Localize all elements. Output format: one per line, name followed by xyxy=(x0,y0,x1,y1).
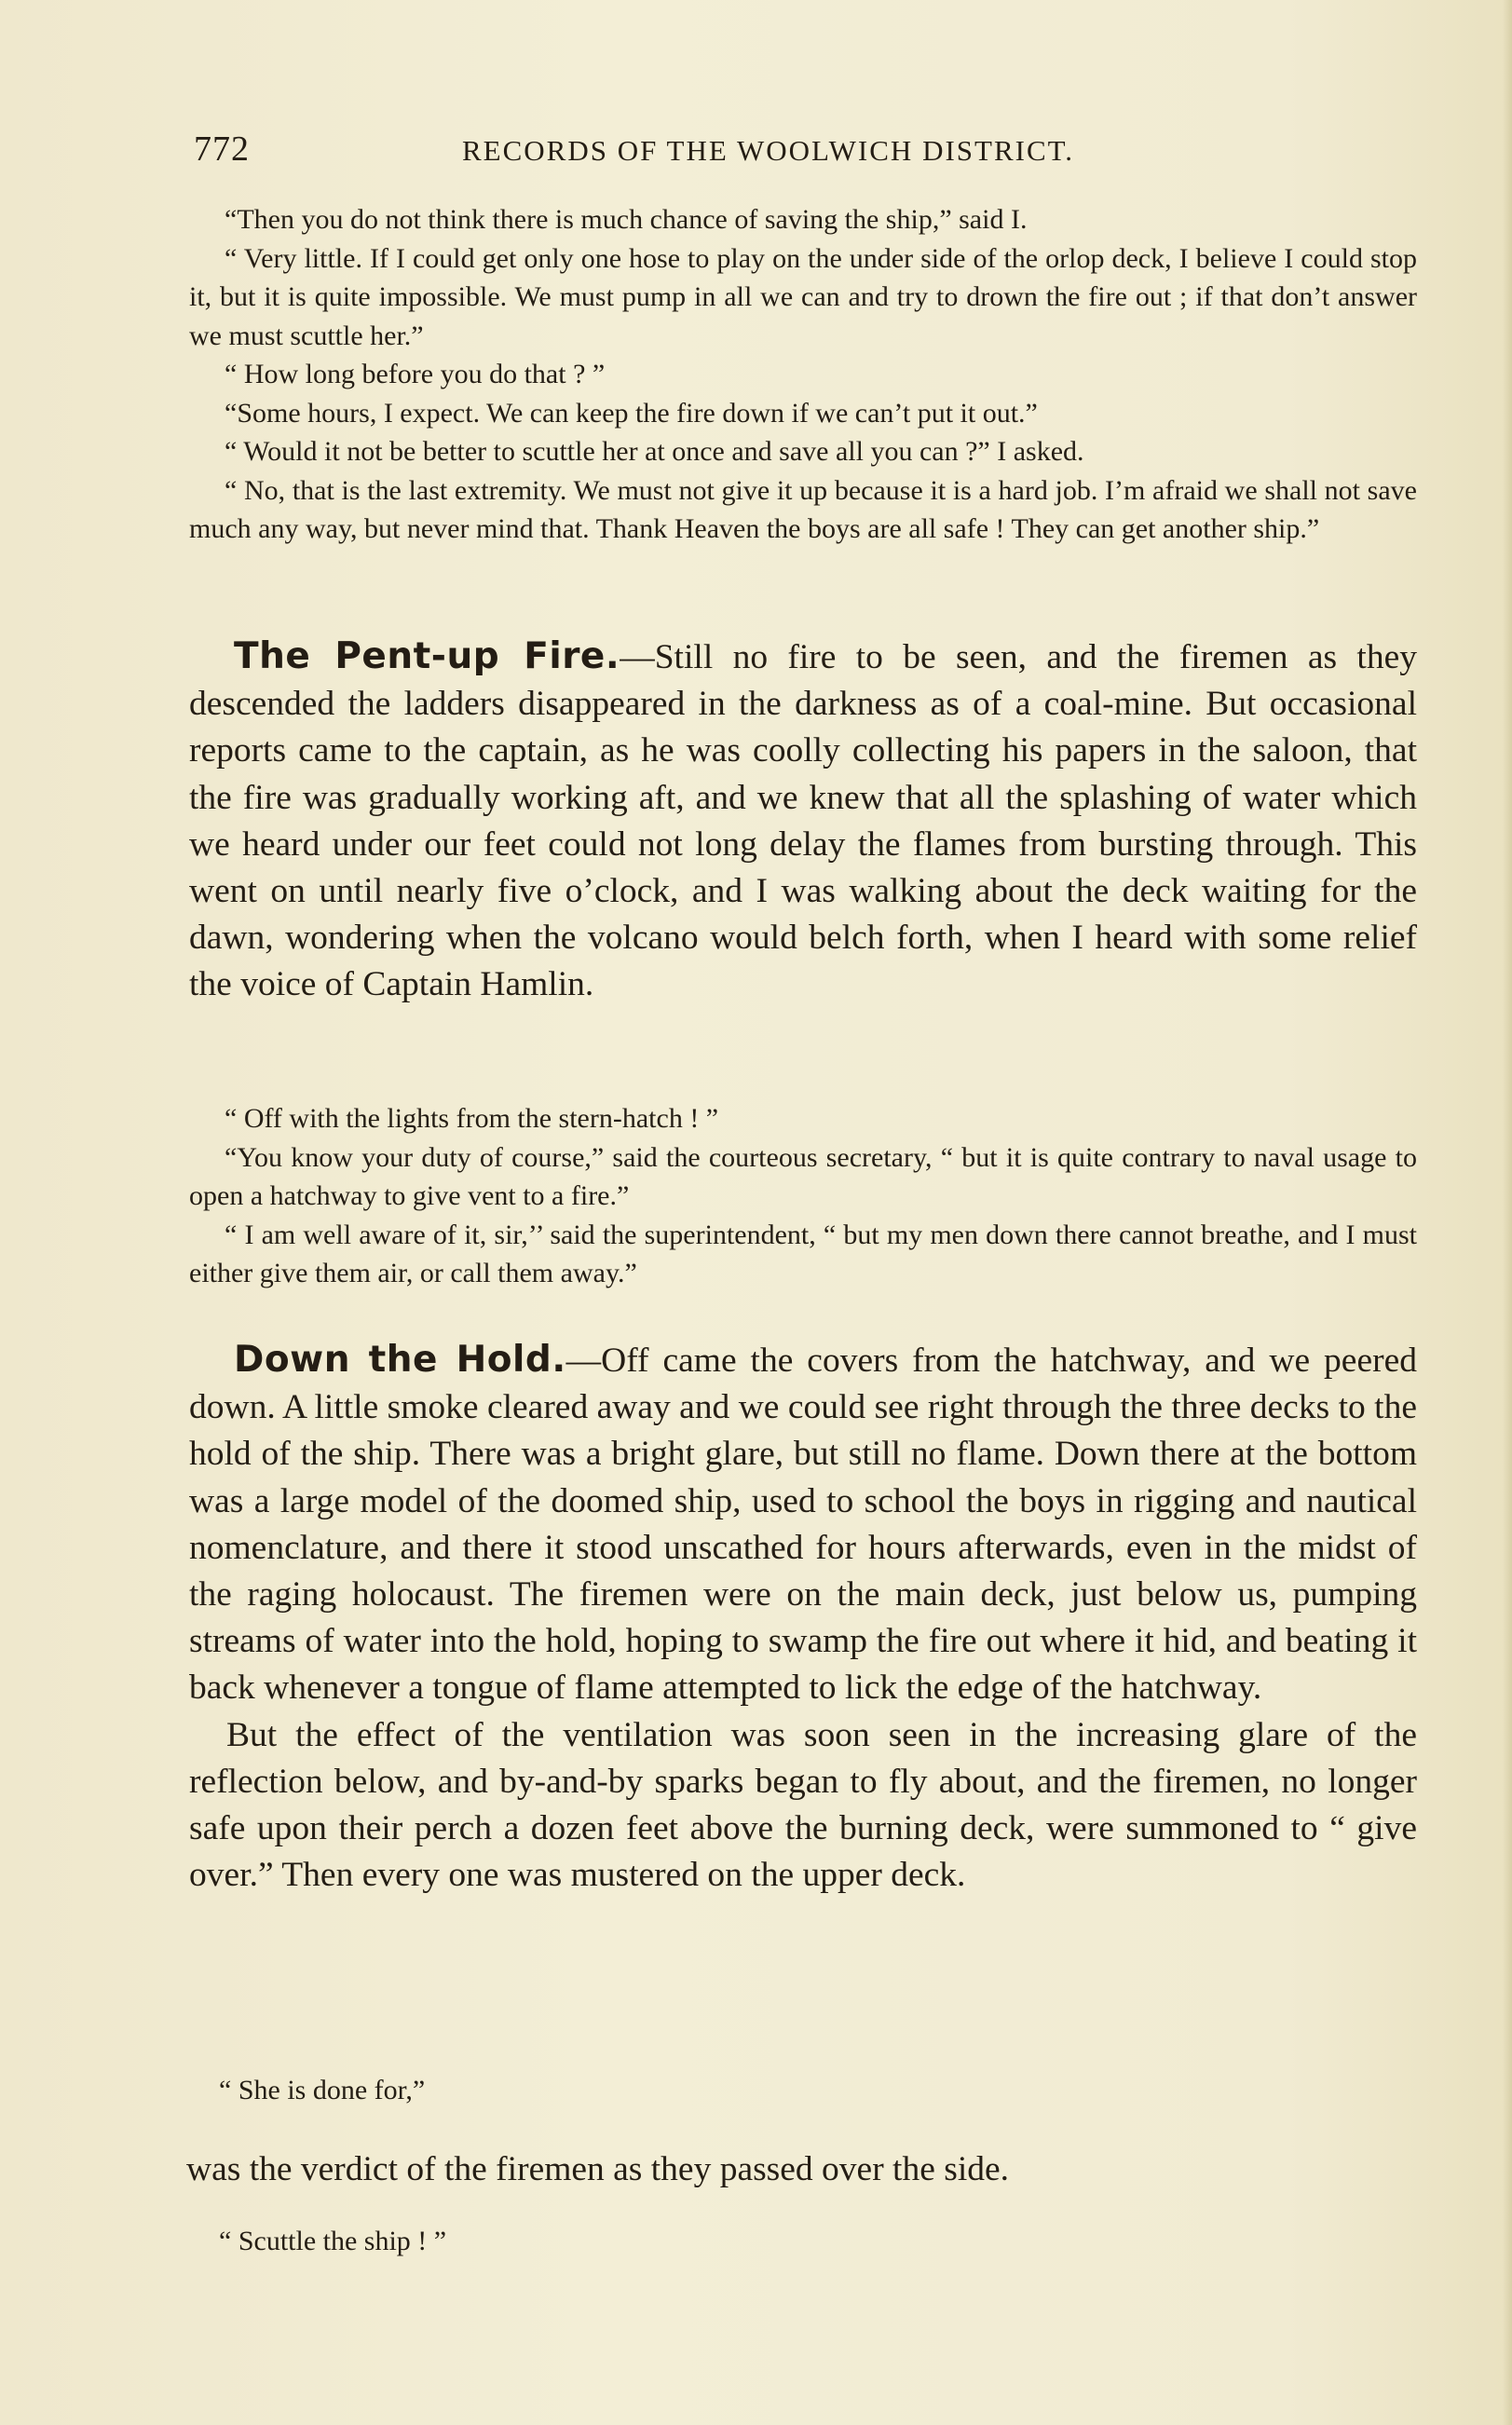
section-down-the-hold xyxy=(189,1337,1417,1899)
section-paragraph xyxy=(189,1337,1417,1712)
dialogue-block-top xyxy=(189,200,1417,549)
verdict-line: was the verdict of the firemen as they passed over the side. xyxy=(186,2150,1010,2188)
dialogue-line: “ Off with the lights from the stern-hatch ! ” xyxy=(225,1103,719,1134)
quote-scuttle: “ Scuttle the ship ! ” xyxy=(219,2226,447,2256)
section-heading: The Pent-up Fire. xyxy=(234,635,620,677)
section-text: —Still no fire to be seen, and the firemen as they descended the ladders disappeared in the darkness as of a coal-mine. But occasional reports came to the captain, as he was coolly collecting his papers in the saloon, that the fire was gradually working aft, and we knew that all the splashing of water which we heard under our feet could not long delay the flames from bursting through. This went on until nearly five o’clock, and I was walking about the deck waiting for the dawn, wondering when the volcano would belch forth, when I heard with some relief the voice of Captain Hamlin. xyxy=(189,638,1417,1004)
dialogue-line: “Then you do not think there is much chance of saving the ship,” said I. xyxy=(225,204,1028,235)
dialogue-line: “ No, that is the last extremity. We must not give it up because it is a hard job. I’m afraid we shall not save much any way, but never mind that. Thank Heaven the boys are all safe ! They can get another ship.” xyxy=(189,474,1417,544)
dialogue-line: “ Very little. If I could get only one hose to play on the under side of the orlop deck, I believe I could stop it, but it is quite impossible. We must pump in all we can and try to drown the fire out ; if that don’t answer we must scuttle her.” xyxy=(189,242,1417,351)
dialogue-block-middle xyxy=(189,1099,1417,1293)
section-heading: Down the Hold. xyxy=(234,1339,566,1381)
section-paragraph xyxy=(189,633,1417,1009)
dialogue-line: “Some hours, I expect. We can keep the fire down if we can’t put it out.” xyxy=(225,397,1038,429)
page-edge-shadow xyxy=(1503,0,1512,2425)
section-paragraph-2: But the effect of the ventilation was soon seen in the increasing glare of the reflection below, and by-and-by sparks began to fly about, and the firemen, no longer safe upon their perch a dozen feet above the burning deck, were summoned to “ give over.” Then every one was mustered on the upper deck. xyxy=(189,1715,1417,1895)
dialogue-line: “ How long before you do that ? ” xyxy=(225,359,606,389)
dialogue-line: “ I am well aware of it, sir,’’ said the superintendent, “ but my men down there cannot breathe, and I must either give them air, or call them away.” xyxy=(189,1219,1417,1288)
dialogue-line: “ Would it not be better to scuttle her at once and save all you can ?” I asked. xyxy=(225,436,1084,467)
section-pent-up-fire xyxy=(189,633,1417,1009)
section-text: —Off came the covers from the hatchway, and we peered down. A little smoke cleared away and we could see right through the three decks to the hold of the ship. There was a bright glare, but still no flame. Down there at the bottom was a large model of the doomed ship, used to school the boys in rigging and nautical nomenclature, and there it stood unscathed for hours afterwards, even in the midst of the raging holocaust. The firemen were on the main deck, just below us, pumping streams of water into the hold, hoping to swamp the fire out where it hid, and beating it back whenever a tongue of flame attempted to lick the edge of the hatchway. xyxy=(189,1342,1417,1708)
quote-done-for: “ She is done for,” xyxy=(219,2075,426,2105)
page-header xyxy=(194,129,1422,175)
dialogue-line: “You know your duty of course,” said the courteous secretary, “ but it is quite contrary to naval usage to open a hatchway to give vent to a fire.” xyxy=(189,1141,1417,1211)
running-title: RECORDS OF THE WOOLWICH DISTRICT. xyxy=(462,134,1075,167)
page-number: 772 xyxy=(194,129,250,169)
